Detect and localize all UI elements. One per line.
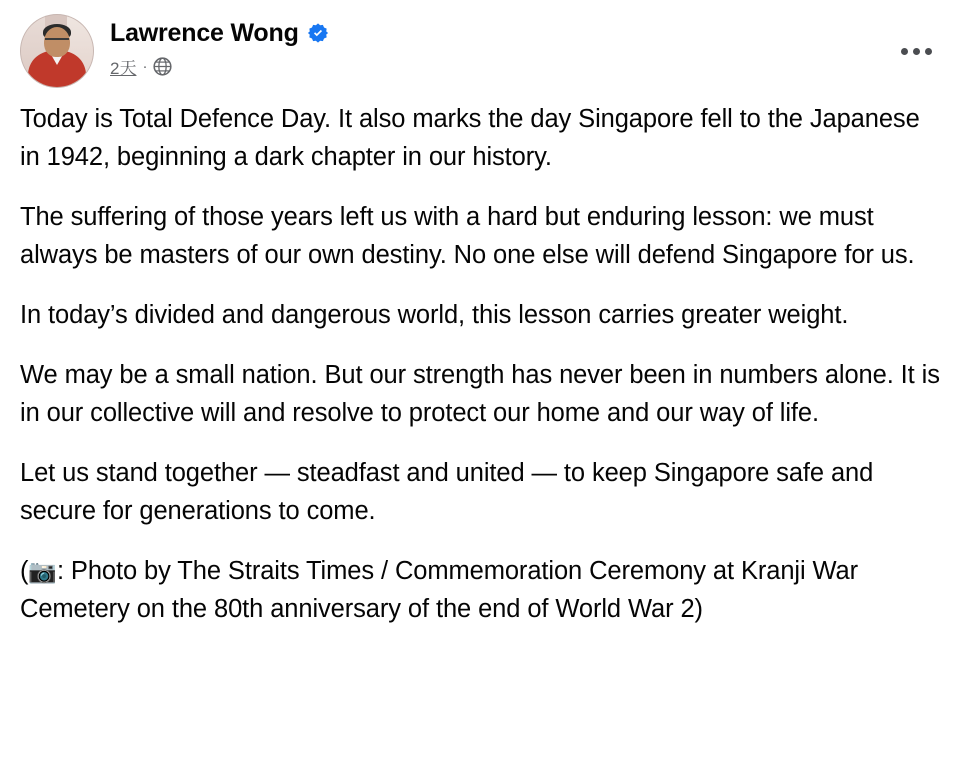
more-dot-1 [901,48,908,55]
verified-badge-icon [307,22,329,44]
post-header-text [110,14,329,79]
globe-icon[interactable] [153,57,172,76]
post-header [0,0,960,94]
post-body [0,94,960,628]
avatar-glasses [45,38,69,47]
caption-text: : Photo by The Straits Times / Commemoration Ceremony at Kranji War Cemetery on the 80th anniversary of the end of World War 2) [20,557,859,623]
camera-icon: 📷 [28,558,57,584]
post-paragraph: We may be a small nation. But our strength has never been in numbers alone. It is in our collective will and resolve to protect our home and our way of life. [20,361,940,427]
post-timestamp[interactable]: 2天 [110,59,137,78]
author-name[interactable]: Lawrence Wong [110,19,299,47]
post-paragraph: In today’s divided and dangerous world, this lesson carries greater weight. [20,301,849,329]
more-dot-2 [913,48,920,55]
caption-prefix: ( [20,557,29,585]
post-paragraph: The suffering of those years left us with a hard but enduring lesson: we must always be masters of our own destiny. No one else will defend Singapore for us. [20,203,915,269]
more-options-button[interactable] [894,36,938,66]
post-meta [110,54,329,79]
meta-separator: · [142,58,148,75]
avatar[interactable] [20,14,94,88]
post-paragraph: Let us stand together — steadfast and united — to keep Singapore safe and secure for generations to come. [20,459,874,525]
post-paragraph: Today is Total Defence Day. It also marks the day Singapore fell to the Japanese in 1942, beginning a dark chapter in our history. [20,105,920,171]
more-dot-3 [925,48,932,55]
author-row [110,18,329,48]
post-photo-credit [20,552,940,628]
